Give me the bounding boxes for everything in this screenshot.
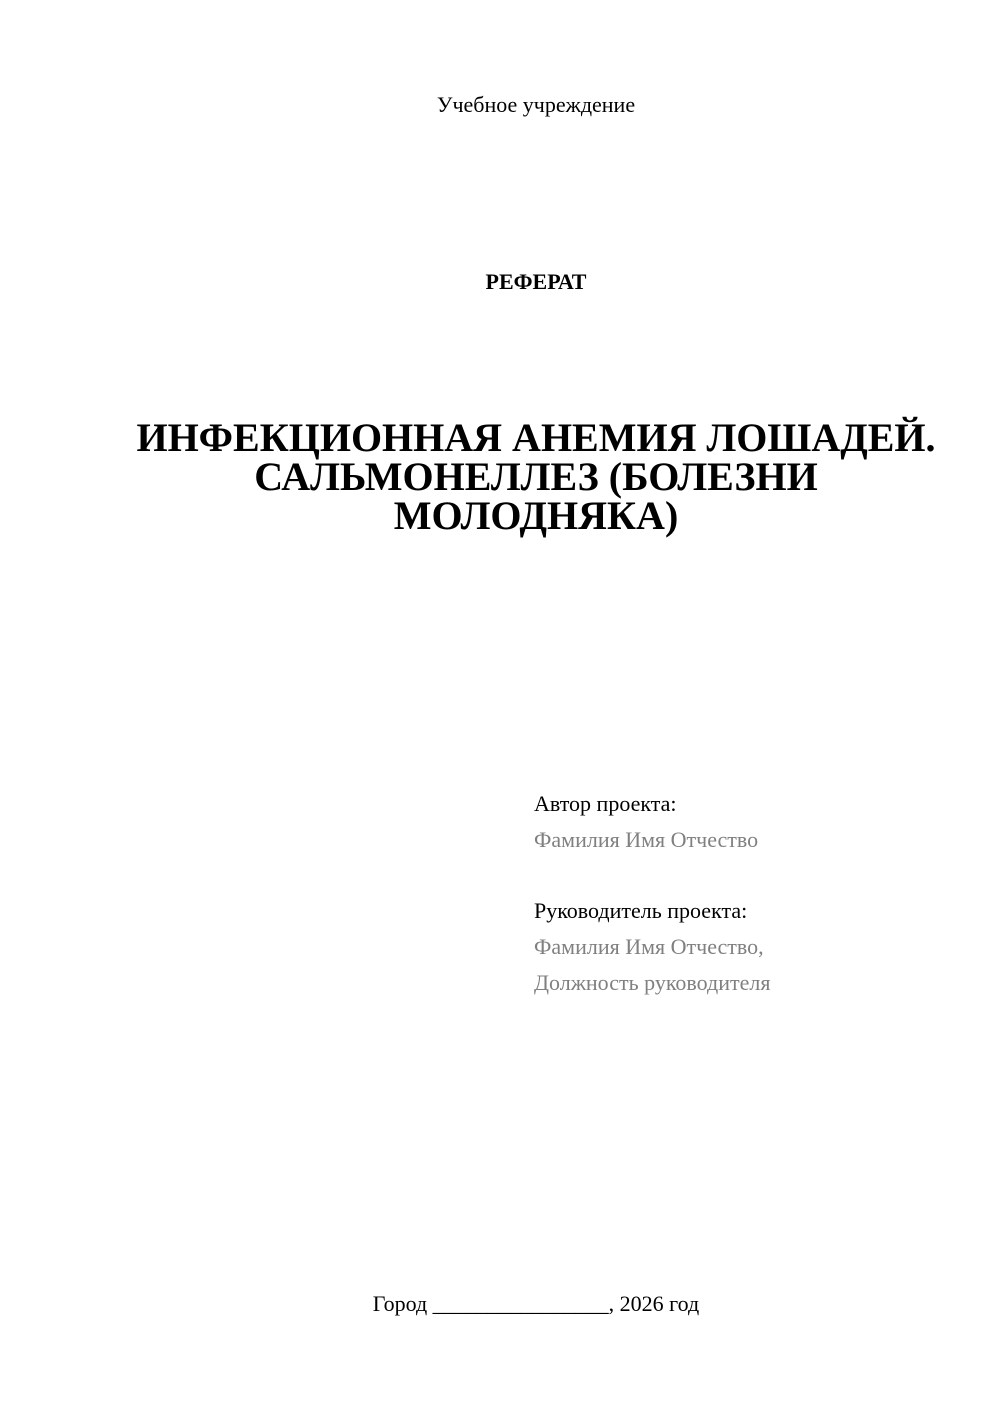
supervisor-label: Руководитель проекта: bbox=[534, 898, 748, 923]
supervisor-block bbox=[534, 893, 974, 1001]
author-block bbox=[534, 786, 974, 858]
title-line: МОЛОДНЯКА) bbox=[393, 493, 679, 538]
title-line: ИНФЕКЦИОННАЯ АНЕМИЯ ЛОШАДЕЙ. bbox=[136, 415, 936, 460]
document-title bbox=[120, 415, 952, 538]
supervisor-name: Фамилия Имя Отчество, bbox=[534, 934, 764, 959]
institution-name: Учебное учреждение bbox=[436, 92, 636, 117]
author-label: Автор проекта: bbox=[534, 791, 677, 816]
author-name: Фамилия Имя Отчество bbox=[534, 827, 759, 852]
city-year-line: Город ________________, 2026 год bbox=[372, 1291, 700, 1316]
document-type: РЕФЕРАТ bbox=[485, 269, 587, 294]
supervisor-position: Должность руководителя bbox=[534, 970, 771, 995]
title-line: САЛЬМОНЕЛЛЕЗ (БОЛЕЗНИ bbox=[254, 454, 818, 499]
